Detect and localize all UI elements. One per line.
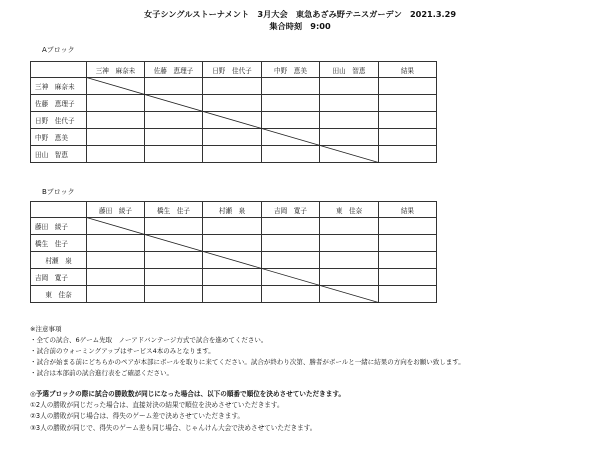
score-cell[interactable] — [262, 129, 320, 146]
score-cell[interactable] — [145, 269, 203, 286]
block-b-corner-cell — [31, 202, 87, 218]
score-cell[interactable] — [145, 235, 203, 252]
block-a-label: Aブロック — [42, 46, 75, 54]
score-cell[interactable] — [320, 146, 379, 163]
table-row — [31, 78, 437, 95]
block-b-row-name: 吉岡 寛子 — [31, 269, 87, 286]
block-a-col-header: 田山 智恵 — [320, 62, 379, 78]
table-row — [31, 112, 437, 129]
table-row — [31, 235, 437, 252]
block-b-row-name: 東 佳奈 — [31, 286, 87, 303]
notes-heading: ※注意事項 — [30, 325, 62, 333]
score-cell[interactable] — [87, 129, 145, 146]
score-cell[interactable] — [262, 112, 320, 129]
block-b-col-header: 村瀬 泉 — [203, 202, 262, 218]
score-cell[interactable] — [145, 78, 203, 95]
block-a-corner-cell — [31, 62, 87, 78]
table-row — [31, 286, 437, 303]
score-cell[interactable] — [320, 269, 379, 286]
score-cell[interactable] — [87, 146, 145, 163]
score-cell[interactable] — [87, 95, 145, 112]
meeting-time: 集合時刻 9:00 — [269, 21, 331, 31]
table-row — [31, 252, 437, 269]
score-cell[interactable] — [145, 286, 203, 303]
table-row — [31, 218, 437, 235]
note-item: ・全ての試合、6ゲーム先取 ノーアドバンテージ方式で試合を進めてください。 — [30, 336, 268, 345]
score-cell[interactable] — [262, 146, 320, 163]
block-b-label: Bブロック — [42, 188, 75, 196]
block-b-table — [30, 201, 437, 303]
score-cell[interactable] — [203, 146, 262, 163]
score-cell[interactable] — [145, 146, 203, 163]
rule-item: ①2人の勝敗が同じだった場合は、直接対決の結果で順位を決めさせていただきます。 — [30, 401, 284, 410]
block-b-col-header: 吉岡 寛子 — [262, 202, 320, 218]
score-cell[interactable] — [262, 252, 320, 269]
block-a-result-header: 結果 — [379, 62, 437, 78]
block-a-header-row — [31, 62, 437, 78]
block-b-row-name: 橋生 佳子 — [31, 235, 87, 252]
score-cell[interactable] — [320, 235, 379, 252]
score-cell[interactable] — [203, 129, 262, 146]
score-cell[interactable] — [145, 252, 203, 269]
score-cell[interactable] — [320, 129, 379, 146]
result-cell[interactable] — [379, 218, 437, 235]
block-a-row-name: 日野 佳代子 — [31, 112, 87, 129]
block-a-row-name: 中野 恵美 — [31, 129, 87, 146]
score-cell[interactable] — [262, 95, 320, 112]
score-cell[interactable] — [87, 252, 145, 269]
block-a-row-name: 三神 麻奈未 — [31, 78, 87, 95]
score-cell[interactable] — [320, 286, 379, 303]
note-item: ・試合が始まる前にどちらかのペアが本部にボールを取りに来てください。試合が終わり次第、勝者がボールと一緒に結果の方向をお願い致します。 — [30, 358, 465, 367]
page-title: 女子シングルストーナメント 3月大会 東急あざみ野テニスガーデン 2021.3.29 — [143, 9, 457, 19]
score-cell[interactable] — [145, 112, 203, 129]
score-cell[interactable] — [203, 78, 262, 95]
block-a-col-header: 日野 佳代子 — [203, 62, 262, 78]
result-cell[interactable] — [379, 95, 437, 112]
score-cell[interactable] — [203, 95, 262, 112]
score-cell[interactable] — [262, 235, 320, 252]
score-cell[interactable] — [262, 78, 320, 95]
notes-section — [30, 324, 590, 379]
block-b-col-header: 橋生 佳子 — [145, 202, 203, 218]
block-a-col-header: 中野 恵美 — [262, 62, 320, 78]
table-row — [31, 146, 437, 163]
score-cell[interactable] — [87, 78, 145, 95]
score-cell[interactable] — [145, 95, 203, 112]
score-cell[interactable] — [203, 269, 262, 286]
block-a-row-name: 佐藤 恵理子 — [31, 95, 87, 112]
score-cell[interactable] — [87, 235, 145, 252]
score-cell[interactable] — [203, 252, 262, 269]
score-cell[interactable] — [203, 112, 262, 129]
score-cell[interactable] — [87, 286, 145, 303]
result-cell[interactable] — [379, 235, 437, 252]
result-cell[interactable] — [379, 129, 437, 146]
result-cell[interactable] — [379, 286, 437, 303]
block-a-col-header: 三神 麻奈未 — [87, 62, 145, 78]
block-a-col-header: 佐藤 恵理子 — [145, 62, 203, 78]
table-row — [31, 129, 437, 146]
block-b-col-header: 藤田 綾子 — [87, 202, 145, 218]
score-cell[interactable] — [262, 269, 320, 286]
rule-item: ②3人の勝敗が同じ場合は、得失のゲーム差で決めさせていただきます。 — [30, 412, 244, 421]
score-cell[interactable] — [320, 218, 379, 235]
result-cell[interactable] — [379, 112, 437, 129]
note-item: ・試合は本部前の試合進行表をご確認ください。 — [30, 369, 173, 378]
score-cell[interactable] — [87, 218, 145, 235]
score-cell[interactable] — [320, 252, 379, 269]
table-row — [31, 269, 437, 286]
score-cell[interactable] — [203, 235, 262, 252]
score-cell[interactable] — [87, 112, 145, 129]
ranking-rules-section — [30, 389, 590, 434]
table-row — [31, 95, 437, 112]
block-a-table — [30, 61, 437, 163]
score-cell[interactable] — [203, 286, 262, 303]
block-a-row-name: 田山 智恵 — [31, 146, 87, 163]
rule-item: ③3人の勝敗が同じで、得失のゲーム差も同じ場合、じゃんけん大会で決めさせていただきます。 — [30, 423, 317, 432]
rules-heading: ◎予選ブロックの際に試合の勝敗数が同じになった場合は、以下の順番で順位を決めさせていただきます。 — [30, 390, 345, 398]
block-b-result-header: 結果 — [379, 202, 437, 218]
result-cell[interactable] — [379, 252, 437, 269]
score-cell[interactable] — [320, 78, 379, 95]
result-cell[interactable] — [379, 269, 437, 286]
result-cell[interactable] — [379, 146, 437, 163]
score-cell[interactable] — [87, 269, 145, 286]
block-b-row-name: 村瀬 泉 — [31, 252, 87, 269]
block-b-row-name: 藤田 綾子 — [31, 218, 87, 235]
score-cell[interactable] — [262, 286, 320, 303]
score-cell[interactable] — [320, 95, 379, 112]
score-cell[interactable] — [145, 218, 203, 235]
block-b-col-header: 東 佳奈 — [320, 202, 379, 218]
score-cell[interactable] — [262, 218, 320, 235]
result-cell[interactable] — [379, 78, 437, 95]
score-cell[interactable] — [145, 129, 203, 146]
block-b-header-row — [31, 202, 437, 218]
score-cell[interactable] — [320, 112, 379, 129]
note-item: ・試合前のウォーミングアップはサービス4本のみとなります。 — [30, 347, 215, 356]
score-cell[interactable] — [203, 218, 262, 235]
